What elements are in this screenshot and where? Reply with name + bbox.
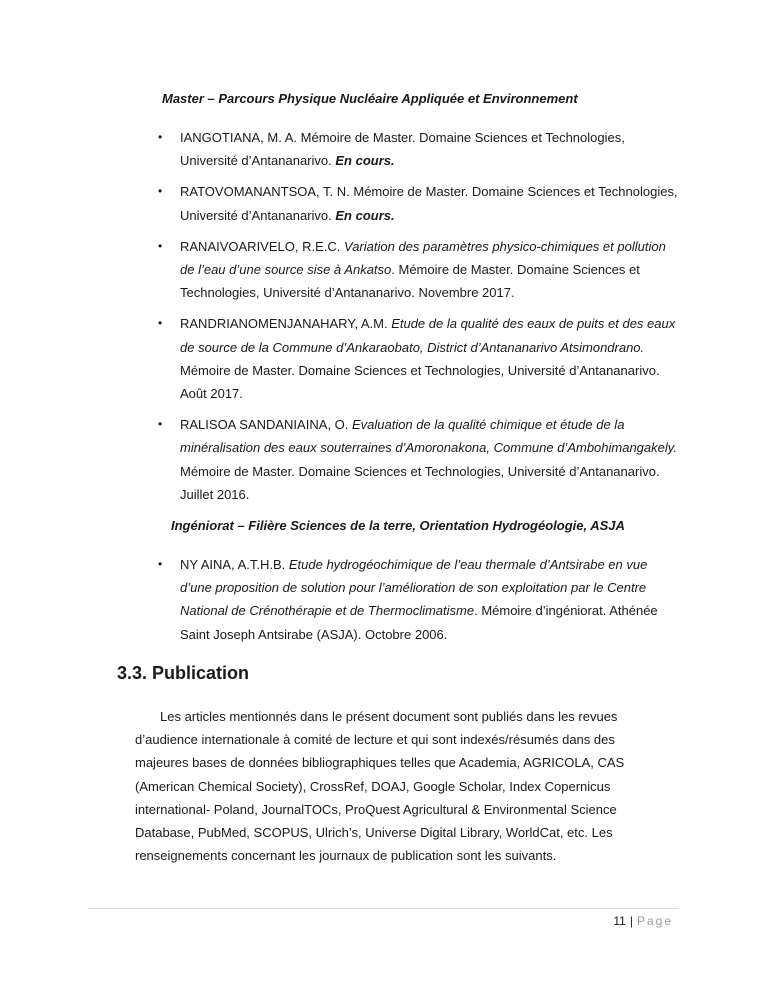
list-item [158, 126, 678, 172]
bullet-icon: • [158, 557, 163, 571]
ref-author: RANAIVOARIVELO, R.E.C. [180, 238, 344, 254]
list-item [158, 553, 678, 646]
ref-details: . Mémoire de Master. Domaine Sciences et Technologies, Université d’Antananarivo. Novembre 2017. [180, 262, 640, 301]
ingeniorat-section-heading: Ingéniorat – Filière Sciences de la terre, Orientation Hydrogéologie, ASJA [171, 518, 625, 533]
bullet-icon: • [158, 130, 163, 144]
ref-title: Etude de la qualité des eaux de puits et des eaux de source de la Commune d’Ankaraobato, District d’Antananarivo Atsimondrano. [180, 316, 676, 355]
bullet-icon: • [158, 238, 163, 253]
footer-separator: | [629, 914, 633, 928]
ref-author: NY AINA, A.T.H.B. [180, 557, 289, 572]
page-number: 11 [613, 914, 626, 928]
page-footer [613, 913, 673, 929]
ref-title: Evaluation de la qualité chimique et étude de la minéralisation des eaux souterraines d’Amoronakona, Commune d’Ambohimangakely. [180, 417, 677, 456]
ref-title: Etude hydrogéochimique de l’eau thermale d’Antsirabe en vue d’une proposition de solution pour l’amélioration de son exploitation par le Centre National de Crénothérapie et de Thermoclimatisme [180, 557, 648, 619]
list-item [158, 235, 678, 305]
page-label: Page [636, 914, 673, 928]
ref-details: . Mémoire d’ingéniorat. Athénée Saint Joseph Antsirabe (ASJA). Octobre 2006. [180, 603, 658, 642]
bullet-icon: • [158, 184, 163, 199]
list-item [158, 312, 678, 405]
bullet-icon: • [158, 417, 163, 432]
bullet-icon: • [158, 316, 163, 331]
list-item [158, 180, 678, 226]
footer-divider [88, 908, 678, 909]
master-thesis-list [158, 126, 678, 514]
ref-author: IANGOTIANA, M. A. [180, 130, 301, 145]
ref-status: En cours. [335, 207, 395, 223]
master-section-heading: Master – Parcours Physique Nucléaire Appliquée et Environnement [162, 91, 578, 106]
ref-details: Mémoire de Master. Domaine Sciences et Technologies, Université d’Antananarivo. [180, 184, 678, 223]
publication-paragraph: Les articles mentionnés dans le présent document sont publiés dans les revues d’audience internationale à comité de lecture et qui sont indexés/résumés dans des majeures bases de données bibliographiques telles que Academia, AGRICOLA, CAS (American Chemical Society), CrossRef, DOAJ, Google Scholar, Index Copernicus international- Poland, JournalTOCs, ProQuest Agricultural & Environmental Science Database, PubMed, SCOPUS, Ulrich’s, Universe Digital Library, WorldCat, etc. Les renseignements concernant les journaux de publication sont les suivants. [135, 709, 625, 864]
ref-details: Mémoire de Master. Domaine Sciences et Technologies, Université d’Antananarivo. Août 2017. [180, 362, 660, 402]
ref-author: RALISOA SANDANIAINA, O. [180, 417, 352, 433]
ref-title: Variation des paramètres physico-chimiques et pollution de l’eau d’une source sise à Ankatso [180, 238, 666, 278]
ref-details: Mémoire de Master. Domaine Sciences et Technologies, Université d’Antananarivo. Juillet 2016. [180, 463, 660, 502]
ref-details: Mémoire de Master. Domaine Sciences et Technologies, Université d’Antananarivo. [180, 130, 625, 169]
ref-author: RATOVOMANANTSOA, T. N. [180, 184, 354, 200]
list-item [158, 413, 678, 506]
publication-section-title: 3.3. Publication [117, 663, 250, 683]
ref-status: En cours. [335, 153, 395, 169]
ref-author: RANDRIANOMENJANAHARY, A.M. [180, 316, 392, 332]
ingeniorat-thesis-list [158, 553, 678, 654]
